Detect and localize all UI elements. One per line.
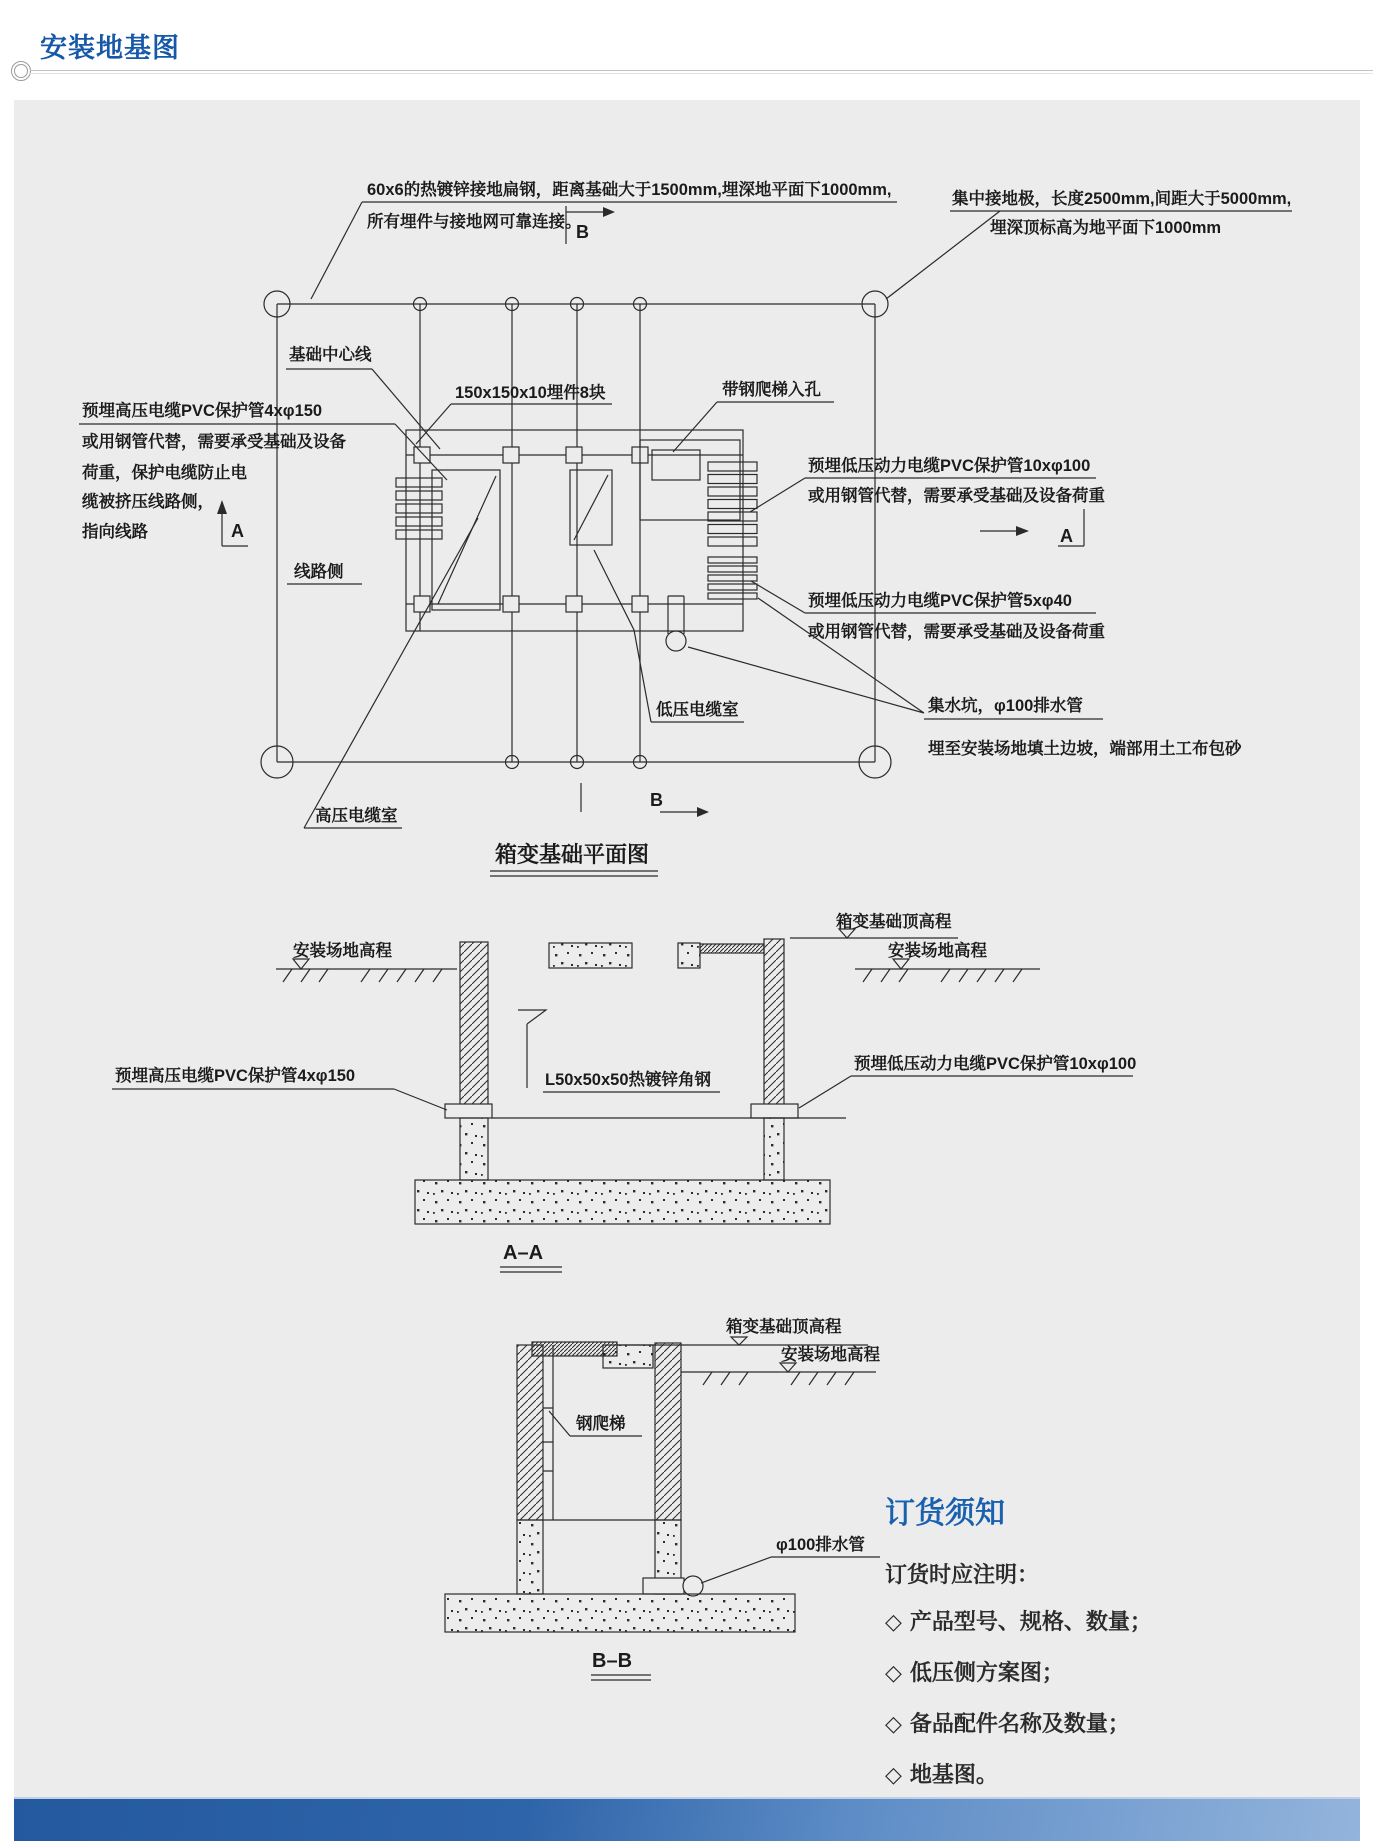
marker-b-bottom-letter: B	[650, 790, 663, 810]
label-lv-room: 低压电缆室	[656, 701, 739, 719]
order-item	[885, 1707, 1305, 1738]
plan-caption: 箱变基础平面图	[495, 842, 650, 867]
note-hv-pipe-1: 预埋高压电缆PVC保护管4xφ150	[82, 402, 323, 420]
footer-bar	[14, 1797, 1360, 1841]
order-notes	[885, 1488, 1305, 1809]
label-center-line: 基础中心线	[289, 346, 372, 364]
diamond-bullet-icon: ◇	[885, 1762, 902, 1787]
note-ground-steel-2: 所有埋件与接地网可靠连接。	[367, 213, 582, 231]
note-earth-electrode-2: 埋深顶标高为地平面下1000mm	[990, 219, 1222, 237]
marker-a-left-letter: A	[231, 521, 244, 541]
lv-pipe-stack-10	[708, 462, 757, 546]
section-marker-b-bottom	[581, 783, 709, 817]
aa-hv-pipe: 预埋高压电缆PVC保护管4xφ150	[115, 1067, 356, 1085]
note-hv-pipe-5: 指向线路	[82, 523, 148, 541]
plan-outer-boundary	[277, 304, 875, 762]
page-title: 安装地基图	[40, 33, 180, 63]
diamond-bullet-icon: ◇	[885, 1711, 902, 1736]
order-item	[885, 1656, 1305, 1687]
diamond-bullet-icon: ◇	[885, 1660, 902, 1685]
note-earth-electrode-1: 集中接地极，长度2500mm,间距大于5000mm,	[952, 190, 1292, 208]
bb-caption: B–B	[592, 1650, 633, 1672]
order-item-text: 备品配件名称及数量；	[909, 1711, 1130, 1736]
plan-view	[79, 202, 1292, 876]
aa-caption: A–A	[503, 1242, 544, 1264]
label-embedded-plates: 150x150x10埋件8块	[455, 384, 606, 402]
note-lv10-2: 或用钢管代替，需要承受基础及设备荷重	[808, 487, 1105, 505]
plan-labels	[82, 179, 1291, 867]
marker-b-top-letter: B	[576, 222, 589, 242]
order-item-text: 产品型号、规格、数量；	[909, 1609, 1152, 1634]
section-aa	[112, 929, 1133, 1272]
hv-pipe-stack	[396, 478, 442, 539]
note-lv10-1: 预埋低压动力电缆PVC保护管10xφ100	[808, 457, 1091, 475]
lv-pipe-stack-5	[708, 557, 757, 599]
note-hv-pipe-2: 或用钢管代替，需要承受基础及设备	[82, 433, 346, 451]
marker-a-right-letter: A	[1060, 526, 1073, 546]
note-hv-pipe-3: 荷重，保护电缆防止电	[82, 464, 247, 482]
label-hv-room: 高压电缆室	[315, 807, 398, 825]
note-hv-pipe-4: 缆被挤压线路侧，	[82, 493, 214, 511]
note-lv5-1: 预埋低压动力电缆PVC保护管5xφ40	[808, 592, 1072, 610]
order-notes-title: 订货须知	[885, 1497, 1005, 1530]
bb-drain: φ100排水管	[776, 1536, 865, 1554]
bb-site-level: 安装场地高程	[781, 1346, 880, 1364]
label-line-side: 线路侧	[294, 563, 344, 581]
note-lv5-2: 或用钢管代替，需要承受基础及设备荷重	[808, 623, 1105, 641]
aa-site-level-right: 安装场地高程	[888, 942, 987, 960]
aa-angle-steel: L50x50x50热镀锌角钢	[545, 1071, 711, 1089]
order-item-text: 地基图。	[909, 1762, 998, 1787]
bb-ladder: 钢爬梯	[576, 1415, 626, 1433]
order-item	[885, 1758, 1305, 1789]
note-sump-1: 集水坑，φ100排水管	[928, 697, 1083, 715]
order-item-text: 低压侧方案图；	[909, 1660, 1064, 1685]
note-ground-steel-1: 60x6的热镀锌接地扁钢，距离基础大于1500mm,埋深地平面下1000mm,	[367, 181, 892, 199]
diamond-bullet-icon: ◇	[885, 1609, 902, 1634]
order-item	[885, 1605, 1305, 1636]
section-bb	[445, 1337, 880, 1680]
order-notes-intro: 订货时应注明：	[885, 1562, 1040, 1587]
angle-steel-symbol	[518, 1010, 546, 1088]
aa-lv-pipe: 预埋低压动力电缆PVC保护管10xφ100	[854, 1055, 1137, 1073]
aa-site-level-left: 安装场地高程	[293, 942, 392, 960]
aa-top-level: 箱变基础顶高程	[836, 913, 952, 931]
bb-top-level: 箱变基础顶高程	[726, 1318, 842, 1336]
label-manhole: 带钢爬梯入孔	[722, 381, 821, 399]
note-sump-2: 埋至安装场地填土边坡，端部用土工布包砂	[928, 740, 1242, 758]
